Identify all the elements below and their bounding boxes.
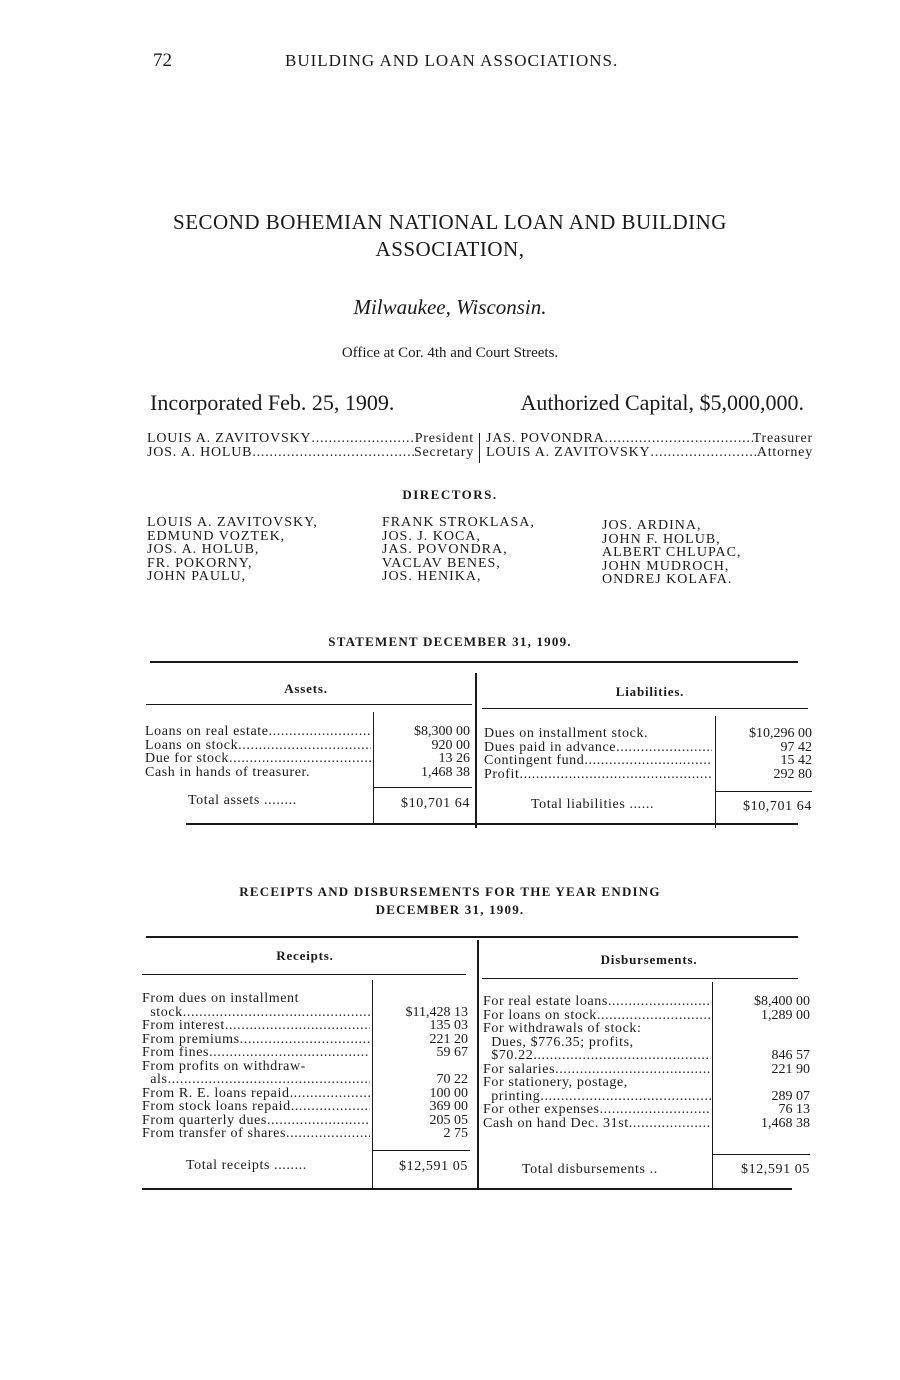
asset-line: Loans on real estate ..... (145, 725, 371, 739)
disbursements-values (716, 995, 810, 1130)
disbursement-line (483, 1090, 711, 1104)
disbursement-value: 1,468 38 (761, 1115, 810, 1131)
receipt-label: From stock loans repaid (142, 1099, 291, 1114)
receipts-header: Receipts. (276, 948, 334, 963)
table-top-rule (150, 661, 798, 663)
disbursement-label: For other expenses (483, 1102, 600, 1117)
disbursement-value: 846 57 (771, 1048, 810, 1063)
amount-column-rule (715, 716, 716, 828)
receipt-line (142, 1006, 370, 1020)
header-rule (146, 704, 472, 705)
director-name: JOS. ARDINA, (602, 518, 702, 533)
disbursement-value (716, 1036, 810, 1050)
total-receipts-label: Total receipts ........ (186, 1158, 307, 1173)
association-title-continued: ASSOCIATION, (375, 237, 525, 261)
disbursement-line (483, 1009, 711, 1023)
receipt-value: 135 03 (429, 1018, 468, 1033)
page-number: 72 (153, 50, 172, 71)
director-name: EDMUND VOZTEK, (147, 528, 286, 544)
disbursement-value (716, 1022, 810, 1036)
receipt-line (142, 1060, 370, 1074)
officer-title: Secretary (413, 445, 474, 460)
director-name: VACLAV BENES, (382, 555, 501, 571)
liability-line: Dues paid in advance ..... (484, 741, 712, 755)
sum-rule (373, 1150, 470, 1151)
receipt-line (142, 1073, 370, 1087)
header-rule (482, 978, 798, 979)
receipt-label: als (142, 1072, 168, 1087)
receipt-label: From interest (142, 1018, 225, 1033)
running-head: BUILDING AND LOAN ASSOCIATIONS. (285, 51, 619, 70)
header-rule (482, 708, 808, 709)
receipt-label: From transfer of shares (142, 1126, 287, 1141)
asset-line: Cash in hands of treasurer. (145, 764, 311, 780)
total-receipts-value: $12,591 05 (399, 1159, 468, 1174)
director-name: JAS. POVONDRA, (382, 542, 508, 557)
officer-title: Treasurer (752, 431, 813, 446)
receipt-label: From fines (142, 1045, 210, 1060)
asset-value: 920 00 (431, 737, 470, 753)
director-name: FRANK STROKLASA, (382, 515, 535, 530)
total-disbursements-label: Total disbursements .. (522, 1162, 658, 1177)
asset-line: Due for stock ..... (145, 752, 371, 766)
director-name: FR. POKORNY, (147, 555, 253, 571)
disbursement-line (483, 1022, 711, 1036)
sum-rule (713, 1154, 810, 1155)
liability-value: 292 80 (773, 766, 812, 782)
officers-right (486, 432, 813, 460)
receipt-value (376, 992, 468, 1006)
officers-brace (479, 433, 482, 463)
incorporation-line (150, 390, 804, 416)
director-name: JOHN MUDROCH, (602, 558, 730, 574)
disbursement-value: 1,289 00 (761, 1007, 810, 1023)
receipt-line (142, 1033, 370, 1047)
disbursement-label: $70.22 (483, 1048, 534, 1063)
column-divider (475, 673, 477, 828)
statement-heading: STATEMENT DECEMBER 31, 1909. (328, 634, 572, 649)
receipt-value: 2 75 (443, 1126, 468, 1141)
director-name: JOS. J. KOCA, (382, 528, 481, 544)
receipts-heading-continued: DECEMBER 31, 1909. (375, 902, 525, 917)
director-name: ONDREJ KOLAFA. (602, 572, 733, 587)
office-address: Office at Cor. 4th and Court Streets. (341, 345, 559, 361)
officers-left (147, 432, 474, 460)
director-name: LOUIS A. ZAVITOVSKY, (147, 515, 318, 530)
director-name: ALBERT CHLUPAC, (602, 545, 742, 560)
amount-column-rule (372, 980, 373, 1188)
receipt-label: stock (142, 1004, 183, 1020)
asset-line: Loans on stock ..... (145, 739, 371, 753)
receipt-label: From profits on withdraw- (142, 1058, 306, 1074)
receipt-value: $11,428 13 (405, 1004, 468, 1020)
directors-heading: DIRECTORS. (402, 487, 498, 502)
disbursement-label: printing (483, 1088, 541, 1104)
directors-column-2 (382, 516, 535, 584)
directors-column-3 (602, 519, 741, 587)
officer-name: LOUIS A. ZAVITOVSKY (147, 431, 312, 446)
location: Milwaukee, Wisconsin. (353, 295, 547, 319)
disbursements-header: Disbursements. (600, 952, 698, 967)
sum-rule (716, 791, 812, 792)
receipt-label: From quarterly dues (142, 1112, 267, 1128)
disbursement-label: Dues, $776.35; profits, (483, 1034, 634, 1050)
total-disbursements-value: $12,591 05 (741, 1162, 810, 1177)
officer-row (147, 432, 474, 446)
officer-row (486, 432, 813, 446)
liabilities-values (718, 727, 812, 781)
liability-value: $10,296 00 (749, 726, 812, 741)
receipt-line (142, 1114, 370, 1128)
receipt-value: 369 00 (429, 1099, 468, 1114)
total-liabilities-value: $10,701 64 (743, 799, 812, 814)
director-name: JOS. A. HOLUB, (147, 542, 260, 557)
receipt-value (376, 1060, 468, 1074)
table-bottom-rule (186, 823, 798, 825)
asset-value: 13 26 (438, 751, 470, 766)
liabilities-header: Liabilities. (615, 684, 685, 699)
liability-line: Dues on installment stock. (484, 726, 649, 741)
receipt-line (142, 1046, 370, 1060)
disbursement-value: 221 90 (771, 1061, 810, 1077)
disbursement-label: For stationery, postage, (483, 1075, 628, 1090)
receipt-line (142, 1100, 370, 1114)
disbursement-value (716, 1076, 810, 1090)
officer-name: JAS. POVONDRA (486, 431, 605, 446)
receipt-line (142, 1019, 370, 1033)
disbursement-line (483, 1049, 711, 1063)
officer-row (486, 446, 813, 460)
table-top-rule (146, 936, 798, 938)
receipt-label: From dues on installment (142, 991, 300, 1006)
disbursement-value: 289 07 (771, 1088, 810, 1104)
liability-line: Profit ..... (484, 768, 712, 782)
liability-value: 97 42 (780, 739, 812, 755)
disbursement-value: $8,400 00 (754, 994, 810, 1009)
officer-name: LOUIS A. ZAVITOVSKY (486, 445, 651, 460)
officer-row (147, 446, 474, 460)
directors-column-1 (147, 516, 318, 584)
receipt-line (142, 992, 370, 1006)
disbursement-line (483, 1117, 711, 1131)
disbursement-label: Cash on hand Dec. 31st (483, 1115, 629, 1131)
receipt-value: 59 67 (436, 1045, 468, 1060)
amount-column-rule (712, 982, 713, 1190)
disbursement-value: 76 13 (778, 1102, 810, 1117)
disbursements-labels (483, 995, 711, 1130)
assets-header: Assets. (284, 681, 328, 696)
receipt-value: 70 22 (436, 1072, 468, 1087)
officer-name: JOS. A. HOLUB (147, 445, 253, 460)
table-bottom-rule (142, 1188, 792, 1190)
liability-value: 15 42 (780, 753, 812, 768)
director-name: JOHN F. HOLUB, (602, 531, 721, 547)
officer-title: President (414, 431, 474, 446)
receipt-value: 205 05 (429, 1112, 468, 1128)
asset-value: $8,300 00 (414, 724, 470, 739)
amount-column-rule (373, 712, 374, 824)
column-divider (477, 940, 479, 1190)
total-assets-value: $10,701 64 (401, 796, 470, 811)
assets-labels (145, 725, 371, 779)
receipt-value: 100 00 (429, 1085, 468, 1101)
disbursement-line (483, 995, 711, 1009)
authorized-capital: Authorized Capital, $5,000,000. (520, 390, 804, 415)
disbursement-label: For real estate loans (483, 994, 608, 1009)
disbursement-line (483, 1103, 711, 1117)
receipts-labels (142, 992, 370, 1141)
assets-values (378, 725, 470, 779)
disbursement-label: For salaries (483, 1061, 556, 1077)
liabilities-labels (484, 727, 712, 781)
receipt-label: From R. E. loans repaid (142, 1085, 290, 1101)
disbursement-label: For withdrawals of stock: (483, 1021, 642, 1036)
disbursement-line (483, 1036, 711, 1050)
disbursement-line (483, 1076, 711, 1090)
officer-title: Attorney (756, 445, 813, 460)
association-title: SECOND BOHEMIAN NATIONAL LOAN AND BUILDING (173, 210, 727, 234)
director-name: JOS. HENIKA, (382, 569, 482, 584)
liability-line: Contingent fund ..... (484, 754, 712, 768)
total-liabilities-label: Total liabilities ...... (531, 797, 655, 812)
incorporated-date: Incorporated Feb. 25, 1909. (150, 390, 395, 415)
director-name: JOHN PAULU, (147, 569, 247, 584)
total-assets-label: Total assets ........ (188, 793, 297, 808)
asset-value: 1,468 38 (421, 764, 470, 780)
receipt-label: From premiums (142, 1031, 240, 1047)
receipt-line (142, 1087, 370, 1101)
receipt-line (142, 1127, 370, 1141)
receipts-values (376, 992, 468, 1141)
receipts-heading: RECEIPTS AND DISBURSEMENTS FOR THE YEAR ENDING (239, 884, 661, 899)
header-rule (142, 974, 466, 975)
receipt-value: 221 20 (429, 1031, 468, 1047)
disbursement-line (483, 1063, 711, 1077)
disbursement-label: For loans on stock (483, 1007, 597, 1023)
sum-rule (374, 787, 472, 788)
